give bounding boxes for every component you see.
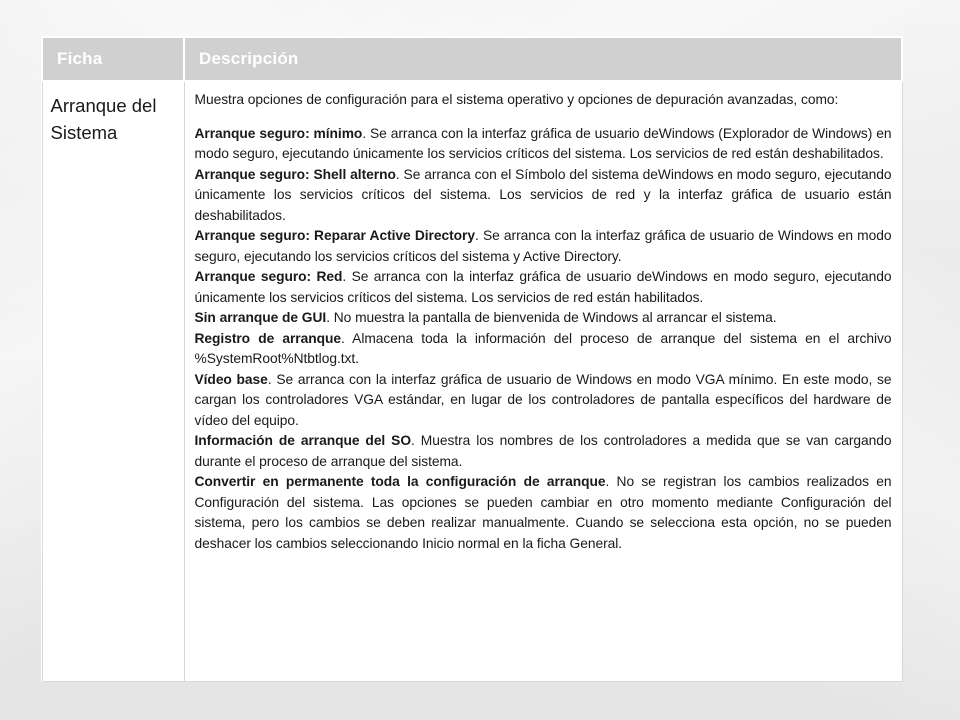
- boot-options-table: [41, 36, 903, 682]
- option-name: Registro de arranque: [194, 330, 341, 346]
- table-header-row: [42, 37, 902, 81]
- option-name: Vídeo base: [194, 371, 268, 387]
- option-os-boot-info: [195, 431, 892, 472]
- option-no-gui-boot: [195, 308, 892, 329]
- option-base-video: [195, 370, 892, 432]
- option-safe-minimal: [195, 124, 892, 165]
- option-name: Información de arranque del SO: [194, 433, 412, 448]
- option-text: . No muestra la pantalla de bienvenida de Windows al arrancar el sistema.: [326, 310, 777, 325]
- option-safe-active-directory: [195, 226, 892, 267]
- option-name: Arranque seguro: mínimo: [194, 125, 363, 141]
- header-descripcion: Descripción: [184, 37, 902, 81]
- option-name: Arranque seguro: Reparar Active Directory: [194, 228, 475, 243]
- option-safe-network: [195, 267, 892, 308]
- option-name: Sin arranque de GUI: [194, 310, 327, 325]
- option-text: . Se arranca con la interfaz gráfica de usuario deWindows (Explorador de Windows) en modo seguro, ejecutando únicamente los servicios críticos del sistema. Los servicios de red están deshabilitados.: [194, 125, 892, 161]
- option-text: . Muestra los nombres de los controladores a medida que se van cargando durante el proceso de arranque del sistema.: [194, 433, 892, 469]
- option-name: Convertir en permanente toda la configuración de arranque: [194, 474, 606, 489]
- option-name: Arranque seguro: Shell alterno: [194, 166, 396, 182]
- header-ficha: Ficha: [42, 37, 184, 81]
- option-text: . Almacena toda la información del proceso de arranque del sistema en el archivo %SystemRoot%Ntbtlog.txt.: [194, 330, 892, 366]
- tab-name-cell: Arranque del Sistema: [42, 81, 184, 682]
- table-row: [42, 81, 902, 682]
- option-make-permanent: [195, 472, 892, 554]
- description-intro: Muestra opciones de configuración para el sistema operativo y opciones de depuración avanzadas, como:: [194, 92, 839, 107]
- option-safe-alternate-shell: [195, 165, 892, 227]
- option-name: Arranque seguro: Red: [194, 269, 343, 284]
- description-cell: [184, 81, 902, 682]
- option-text: . Se arranca con el Símbolo del sistema deWindows en modo seguro, ejecutando únicamente los servicios críticos del sistema. Los servicios de red y la interfaz gráfica de usuario están deshabilitados.: [194, 166, 892, 223]
- option-text: . Se arranca con la interfaz gráfica de usuario de Windows en modo VGA mínimo. En este modo, se cargan los controladores VGA estándar, en lugar de los controladores de pantalla específicos del hardware de vídeo del equipo.: [194, 371, 892, 428]
- option-text: . Se arranca con la interfaz gráfica de usuario de Windows en modo seguro, ejecutando los servicios críticos del sistema y Active Directory.: [194, 228, 892, 264]
- option-text: . Se arranca con la interfaz gráfica de usuario deWindows en modo seguro, ejecutando únicamente los servicios críticos del sistema. Los servicios de red están habilitados.: [194, 269, 892, 305]
- option-boot-log: [195, 329, 892, 370]
- option-text: . No se registran los cambios realizados en Configuración del sistema. Las opciones se pueden cambiar en otro momento mediante Configuración del sistema, pero los cambios se deben realizar manualmente. Cuando se selecciona esta opción, no se pueden deshacer los cambios seleccionando Inicio normal en la ficha General.: [194, 474, 892, 551]
